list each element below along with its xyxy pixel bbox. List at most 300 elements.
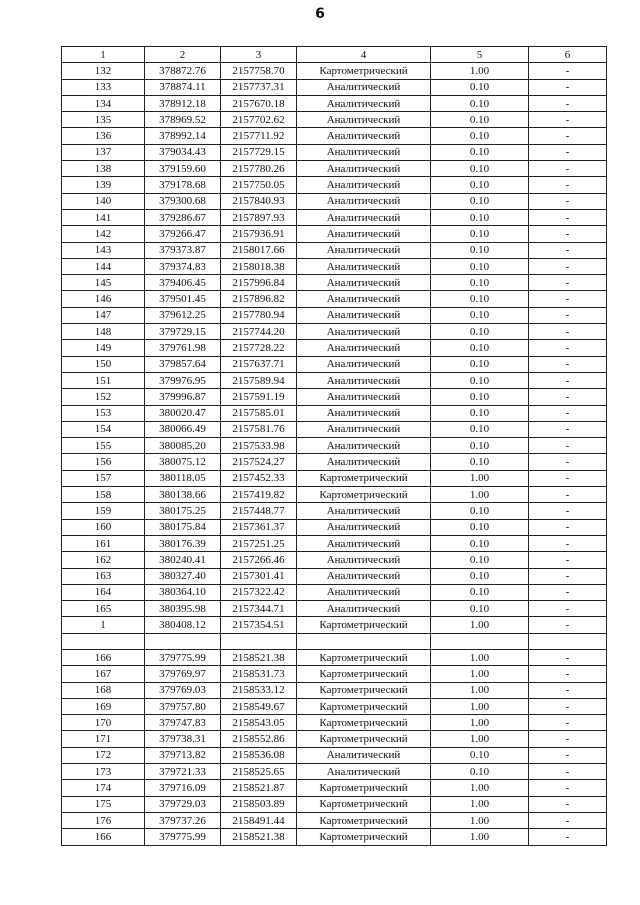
cell-note: -	[529, 796, 607, 812]
cell-precision: 0.10	[431, 79, 529, 95]
table-row	[62, 275, 607, 291]
table-row	[62, 340, 607, 356]
cell-x-coordinate: 378969.52	[145, 112, 221, 128]
cell-note: -	[529, 95, 607, 111]
cell-precision: 0.10	[431, 601, 529, 617]
cell-precision: 0.10	[431, 193, 529, 209]
cell-note: -	[529, 275, 607, 291]
cell-x-coordinate: 380176.39	[145, 535, 221, 551]
cell-method: Аналитический	[297, 209, 431, 225]
cell-point-number: 168	[62, 682, 145, 698]
cell-y-coordinate: 2158525.65	[221, 764, 297, 780]
table-row	[62, 812, 607, 828]
cell-y-coordinate: 2157361.37	[221, 519, 297, 535]
cell-x-coordinate: 379775.99	[145, 649, 221, 665]
cell-method: Аналитический	[297, 242, 431, 258]
cell-y-coordinate: 2157301.41	[221, 568, 297, 584]
cell-precision: 0.10	[431, 584, 529, 600]
cell-y-coordinate: 2158531.73	[221, 666, 297, 682]
cell-method: Картометрический	[297, 487, 431, 503]
cell-method: Аналитический	[297, 275, 431, 291]
table-row	[62, 682, 607, 698]
cell-precision: 0.10	[431, 568, 529, 584]
cell-precision: 0.10	[431, 128, 529, 144]
cell-method: Аналитический	[297, 519, 431, 535]
cell-method: Аналитический	[297, 421, 431, 437]
cell-precision: 0.10	[431, 454, 529, 470]
cell-note: -	[529, 698, 607, 714]
cell-x-coordinate: 380075.12	[145, 454, 221, 470]
column-header: 1	[62, 47, 145, 63]
cell-method: Аналитический	[297, 584, 431, 600]
table-row	[62, 389, 607, 405]
cell-point-number: 175	[62, 796, 145, 812]
table-row	[62, 307, 607, 323]
cell-precision: 0.10	[431, 291, 529, 307]
cell-x-coordinate: 379178.68	[145, 177, 221, 193]
cell-point-number: 154	[62, 421, 145, 437]
cell-y-coordinate: 2157322.42	[221, 584, 297, 600]
cell-precision: 0.10	[431, 389, 529, 405]
table-row	[62, 552, 607, 568]
cell-precision: 0.10	[431, 421, 529, 437]
cell-note: -	[529, 421, 607, 437]
cell-precision: 1.00	[431, 812, 529, 828]
cell-x-coordinate: 379976.95	[145, 372, 221, 388]
cell-precision: 0.10	[431, 356, 529, 372]
table-row	[62, 128, 607, 144]
cell-note: -	[529, 405, 607, 421]
table-row	[62, 780, 607, 796]
page-number: 6	[315, 6, 325, 22]
cell-precision: 0.10	[431, 764, 529, 780]
table-row	[62, 764, 607, 780]
cell-note: -	[529, 584, 607, 600]
cell-point-number: 174	[62, 780, 145, 796]
cell-y-coordinate: 2157750.05	[221, 177, 297, 193]
cell-y-coordinate: 2157744.20	[221, 324, 297, 340]
cell-point-number: 172	[62, 747, 145, 763]
cell-point-number: 159	[62, 503, 145, 519]
cell-point-number: 146	[62, 291, 145, 307]
cell-precision: 0.10	[431, 324, 529, 340]
cell-note: -	[529, 63, 607, 79]
table-row	[62, 601, 607, 617]
cell-point-number: 170	[62, 715, 145, 731]
cell-y-coordinate: 2157840.93	[221, 193, 297, 209]
cell-x-coordinate: 379857.64	[145, 356, 221, 372]
cell-y-coordinate: 2158533.12	[221, 682, 297, 698]
cell-y-coordinate: 2158521.38	[221, 829, 297, 845]
cell-precision: 1.00	[431, 617, 529, 633]
cell-note: -	[529, 503, 607, 519]
cell-point-number: 151	[62, 372, 145, 388]
cell-method: Картометрический	[297, 470, 431, 486]
cell-note: -	[529, 242, 607, 258]
table-row	[62, 633, 607, 649]
table-row	[62, 796, 607, 812]
cell-method: Аналитический	[297, 568, 431, 584]
cell-method: Аналитический	[297, 307, 431, 323]
cell-x-coordinate: 379761.98	[145, 340, 221, 356]
cell-note: -	[529, 666, 607, 682]
cell-precision: 0.10	[431, 161, 529, 177]
cell-x-coordinate: 379769.97	[145, 666, 221, 682]
table-row	[62, 95, 607, 111]
cell-point-number: 158	[62, 487, 145, 503]
cell-method: Картометрический	[297, 682, 431, 698]
cell-point-number: 166	[62, 649, 145, 665]
cell-note: -	[529, 340, 607, 356]
table-row	[62, 193, 607, 209]
cell-x-coordinate: 380175.25	[145, 503, 221, 519]
cell-x-coordinate: 380175.84	[145, 519, 221, 535]
cell-point-number: 140	[62, 193, 145, 209]
cell-y-coordinate: 2157758.70	[221, 63, 297, 79]
cell-method: Аналитический	[297, 258, 431, 274]
cell-precision: 0.10	[431, 275, 529, 291]
cell-precision: 0.10	[431, 372, 529, 388]
table-row	[62, 63, 607, 79]
cell-x-coordinate: 379769.03	[145, 682, 221, 698]
table-row	[62, 209, 607, 225]
cell-x-coordinate: 379159.60	[145, 161, 221, 177]
cell-method: Аналитический	[297, 438, 431, 454]
cell-y-coordinate: 2158536.08	[221, 747, 297, 763]
cell-point-number: 135	[62, 112, 145, 128]
cell-precision: 1.00	[431, 487, 529, 503]
table-row	[62, 421, 607, 437]
cell-precision: 1.00	[431, 796, 529, 812]
cell-x-coordinate: 379721.33	[145, 764, 221, 780]
cell-x-coordinate: 379373.87	[145, 242, 221, 258]
cell-note: -	[529, 128, 607, 144]
cell-method: Аналитический	[297, 454, 431, 470]
cell-precision: 0.10	[431, 438, 529, 454]
cell-y-coordinate: 2157780.26	[221, 161, 297, 177]
table-row	[62, 731, 607, 747]
cell-precision: 1.00	[431, 682, 529, 698]
cell-y-coordinate: 2158491.44	[221, 812, 297, 828]
cell-x-coordinate: 380408.12	[145, 617, 221, 633]
cell-y-coordinate: 2157737.31	[221, 79, 297, 95]
cell-method: Аналитический	[297, 324, 431, 340]
cell-y-coordinate: 2157670.18	[221, 95, 297, 111]
cell-method: Аналитический	[297, 226, 431, 242]
cell-y-coordinate: 2157452.33	[221, 470, 297, 486]
cell-precision: 0.10	[431, 242, 529, 258]
cell-method: Картометрический	[297, 731, 431, 747]
cell-x-coordinate: 379266.47	[145, 226, 221, 242]
cell-note: -	[529, 193, 607, 209]
cell-x-coordinate: 379738.31	[145, 731, 221, 747]
cell-point-number: 143	[62, 242, 145, 258]
cell-note: -	[529, 258, 607, 274]
coordinates-table	[61, 46, 607, 846]
cell-x-coordinate: 379300.68	[145, 193, 221, 209]
cell-method: Аналитический	[297, 552, 431, 568]
table-row	[62, 617, 607, 633]
cell-y-coordinate: 2157637.71	[221, 356, 297, 372]
cell-point-number: 132	[62, 63, 145, 79]
cell-y-coordinate: 2158018.38	[221, 258, 297, 274]
cell-method: Аналитический	[297, 535, 431, 551]
cell-note: -	[529, 682, 607, 698]
table-row	[62, 715, 607, 731]
cell-precision: 0.10	[431, 340, 529, 356]
cell-precision: 0.10	[431, 747, 529, 763]
cell-y-coordinate: 2157780.94	[221, 307, 297, 323]
cell-x-coordinate: 380118.05	[145, 470, 221, 486]
cell-note: -	[529, 715, 607, 731]
cell-precision: 0.10	[431, 519, 529, 535]
table-row	[62, 584, 607, 600]
cell-method: Аналитический	[297, 144, 431, 160]
cell-method: Аналитический	[297, 747, 431, 763]
cell-point-number: 164	[62, 584, 145, 600]
cell-x-coordinate: 380240.41	[145, 552, 221, 568]
cell-precision: 1.00	[431, 698, 529, 714]
cell-point-number: 134	[62, 95, 145, 111]
cell-x-coordinate: 379286.67	[145, 209, 221, 225]
cell-point-number: 156	[62, 454, 145, 470]
table-row	[62, 258, 607, 274]
cell-point-number: 166	[62, 829, 145, 845]
table-row	[62, 470, 607, 486]
cell-point-number: 153	[62, 405, 145, 421]
column-header: 4	[297, 47, 431, 63]
cell-y-coordinate: 2157896.82	[221, 291, 297, 307]
cell-x-coordinate: 379996.87	[145, 389, 221, 405]
cell-method: Картометрический	[297, 666, 431, 682]
cell-point-number: 160	[62, 519, 145, 535]
cell-note: -	[529, 209, 607, 225]
cell-point-number: 161	[62, 535, 145, 551]
cell-point-number: 173	[62, 764, 145, 780]
cell-x-coordinate: 379737.26	[145, 812, 221, 828]
cell-note: -	[529, 79, 607, 95]
cell-note: -	[529, 438, 607, 454]
cell-method: Аналитический	[297, 79, 431, 95]
cell-precision: 1.00	[431, 470, 529, 486]
cell-method: Картометрический	[297, 715, 431, 731]
table-row	[62, 356, 607, 372]
cell-x-coordinate: 378992.14	[145, 128, 221, 144]
cell-point-number: 150	[62, 356, 145, 372]
cell-method: Картометрический	[297, 698, 431, 714]
cell-note: -	[529, 454, 607, 470]
cell-point-number: 139	[62, 177, 145, 193]
cell-method: Аналитический	[297, 128, 431, 144]
cell-y-coordinate: 2158521.38	[221, 649, 297, 665]
cell-y-coordinate: 2158521.87	[221, 780, 297, 796]
cell-method: Аналитический	[297, 193, 431, 209]
cell-x-coordinate: 379501.45	[145, 291, 221, 307]
cell-note: -	[529, 601, 607, 617]
cell-y-coordinate: 2158543.05	[221, 715, 297, 731]
cell-method: Аналитический	[297, 340, 431, 356]
cell-point-number: 167	[62, 666, 145, 682]
cell-x-coordinate: 380138.66	[145, 487, 221, 503]
table-row	[62, 487, 607, 503]
cell-x-coordinate: 379034.43	[145, 144, 221, 160]
cell-point-number: 141	[62, 209, 145, 225]
cell-x-coordinate: 379757.80	[145, 698, 221, 714]
table-row	[62, 649, 607, 665]
table-row	[62, 747, 607, 763]
cell-y-coordinate: 2158017.66	[221, 242, 297, 258]
cell-method: Аналитический	[297, 389, 431, 405]
cell-point-number: 165	[62, 601, 145, 617]
table-row	[62, 666, 607, 682]
cell-method: Аналитический	[297, 764, 431, 780]
cell-y-coordinate: 2157702.62	[221, 112, 297, 128]
cell-note: -	[529, 829, 607, 845]
cell-y-coordinate: 2157354.51	[221, 617, 297, 633]
cell-precision: 0.10	[431, 209, 529, 225]
column-header: 2	[145, 47, 221, 63]
cell-y-coordinate: 2157936.91	[221, 226, 297, 242]
cell-point-number: 171	[62, 731, 145, 747]
cell-y-coordinate: 2157589.94	[221, 372, 297, 388]
cell-note: -	[529, 226, 607, 242]
cell-precision: 1.00	[431, 63, 529, 79]
cell-precision: 1.00	[431, 731, 529, 747]
table-row	[62, 503, 607, 519]
cell-note: -	[529, 356, 607, 372]
cell-x-coordinate: 379612.25	[145, 307, 221, 323]
cell-note: -	[529, 764, 607, 780]
cell-x-coordinate: 380066.49	[145, 421, 221, 437]
cell-note: -	[529, 731, 607, 747]
cell-method: Аналитический	[297, 405, 431, 421]
cell-point-number: 149	[62, 340, 145, 356]
cell-y-coordinate: 2157251.25	[221, 535, 297, 551]
cell-y-coordinate	[221, 633, 297, 649]
cell-x-coordinate	[145, 633, 221, 649]
cell-y-coordinate: 2158549.67	[221, 698, 297, 714]
cell-x-coordinate: 379716.09	[145, 780, 221, 796]
cell-y-coordinate: 2157729.15	[221, 144, 297, 160]
cell-note: -	[529, 291, 607, 307]
table-header-row	[62, 47, 607, 63]
cell-precision: 0.10	[431, 535, 529, 551]
cell-note: -	[529, 552, 607, 568]
cell-x-coordinate: 379729.15	[145, 324, 221, 340]
cell-precision: 0.10	[431, 177, 529, 193]
table-row	[62, 438, 607, 454]
cell-y-coordinate: 2157585.01	[221, 405, 297, 421]
cell-x-coordinate: 380395.98	[145, 601, 221, 617]
table-row	[62, 112, 607, 128]
cell-method: Картометрический	[297, 617, 431, 633]
cell-precision: 1.00	[431, 829, 529, 845]
cell-point-number: 147	[62, 307, 145, 323]
cell-precision: 0.10	[431, 95, 529, 111]
cell-point-number: 155	[62, 438, 145, 454]
cell-precision: 0.10	[431, 144, 529, 160]
cell-note: -	[529, 535, 607, 551]
cell-y-coordinate: 2158552.86	[221, 731, 297, 747]
cell-method: Аналитический	[297, 95, 431, 111]
cell-x-coordinate: 378872.76	[145, 63, 221, 79]
cell-precision: 0.10	[431, 307, 529, 323]
cell-point-number: 133	[62, 79, 145, 95]
table-row	[62, 698, 607, 714]
cell-point-number: 137	[62, 144, 145, 160]
table-row	[62, 226, 607, 242]
cell-method: Аналитический	[297, 177, 431, 193]
cell-y-coordinate: 2157524.27	[221, 454, 297, 470]
cell-x-coordinate: 379747.83	[145, 715, 221, 731]
cell-method: Аналитический	[297, 372, 431, 388]
cell-y-coordinate: 2157711.92	[221, 128, 297, 144]
table-row	[62, 568, 607, 584]
table-row	[62, 324, 607, 340]
cell-note: -	[529, 307, 607, 323]
cell-method: Аналитический	[297, 503, 431, 519]
table-row	[62, 372, 607, 388]
cell-x-coordinate: 379775.99	[145, 829, 221, 845]
cell-method: Аналитический	[297, 601, 431, 617]
cell-note: -	[529, 144, 607, 160]
cell-point-number	[62, 633, 145, 649]
table-row	[62, 177, 607, 193]
cell-y-coordinate: 2157448.77	[221, 503, 297, 519]
cell-y-coordinate: 2157996.84	[221, 275, 297, 291]
cell-point-number: 176	[62, 812, 145, 828]
cell-note: -	[529, 487, 607, 503]
cell-method: Картометрический	[297, 796, 431, 812]
cell-method: Картометрический	[297, 829, 431, 845]
cell-point-number: 163	[62, 568, 145, 584]
cell-method: Аналитический	[297, 291, 431, 307]
cell-method: Картометрический	[297, 780, 431, 796]
cell-method: Аналитический	[297, 161, 431, 177]
cell-method: Картометрический	[297, 649, 431, 665]
cell-note: -	[529, 389, 607, 405]
cell-precision	[431, 633, 529, 649]
cell-y-coordinate: 2157266.46	[221, 552, 297, 568]
cell-note: -	[529, 649, 607, 665]
cell-point-number: 152	[62, 389, 145, 405]
cell-x-coordinate: 379374.83	[145, 258, 221, 274]
cell-note	[529, 633, 607, 649]
cell-x-coordinate: 380364.10	[145, 584, 221, 600]
cell-note: -	[529, 747, 607, 763]
cell-y-coordinate: 2157533.98	[221, 438, 297, 454]
cell-x-coordinate: 380085.20	[145, 438, 221, 454]
cell-point-number: 142	[62, 226, 145, 242]
cell-note: -	[529, 812, 607, 828]
cell-x-coordinate: 380327.40	[145, 568, 221, 584]
cell-x-coordinate: 378874.11	[145, 79, 221, 95]
cell-note: -	[529, 470, 607, 486]
table-row	[62, 161, 607, 177]
cell-y-coordinate: 2157591.19	[221, 389, 297, 405]
cell-note: -	[529, 519, 607, 535]
table-row	[62, 79, 607, 95]
column-header: 3	[221, 47, 297, 63]
table-row	[62, 519, 607, 535]
cell-method: Картометрический	[297, 812, 431, 828]
cell-precision: 0.10	[431, 503, 529, 519]
cell-point-number: 145	[62, 275, 145, 291]
cell-method	[297, 633, 431, 649]
cell-note: -	[529, 372, 607, 388]
cell-precision: 0.10	[431, 112, 529, 128]
table-row	[62, 454, 607, 470]
